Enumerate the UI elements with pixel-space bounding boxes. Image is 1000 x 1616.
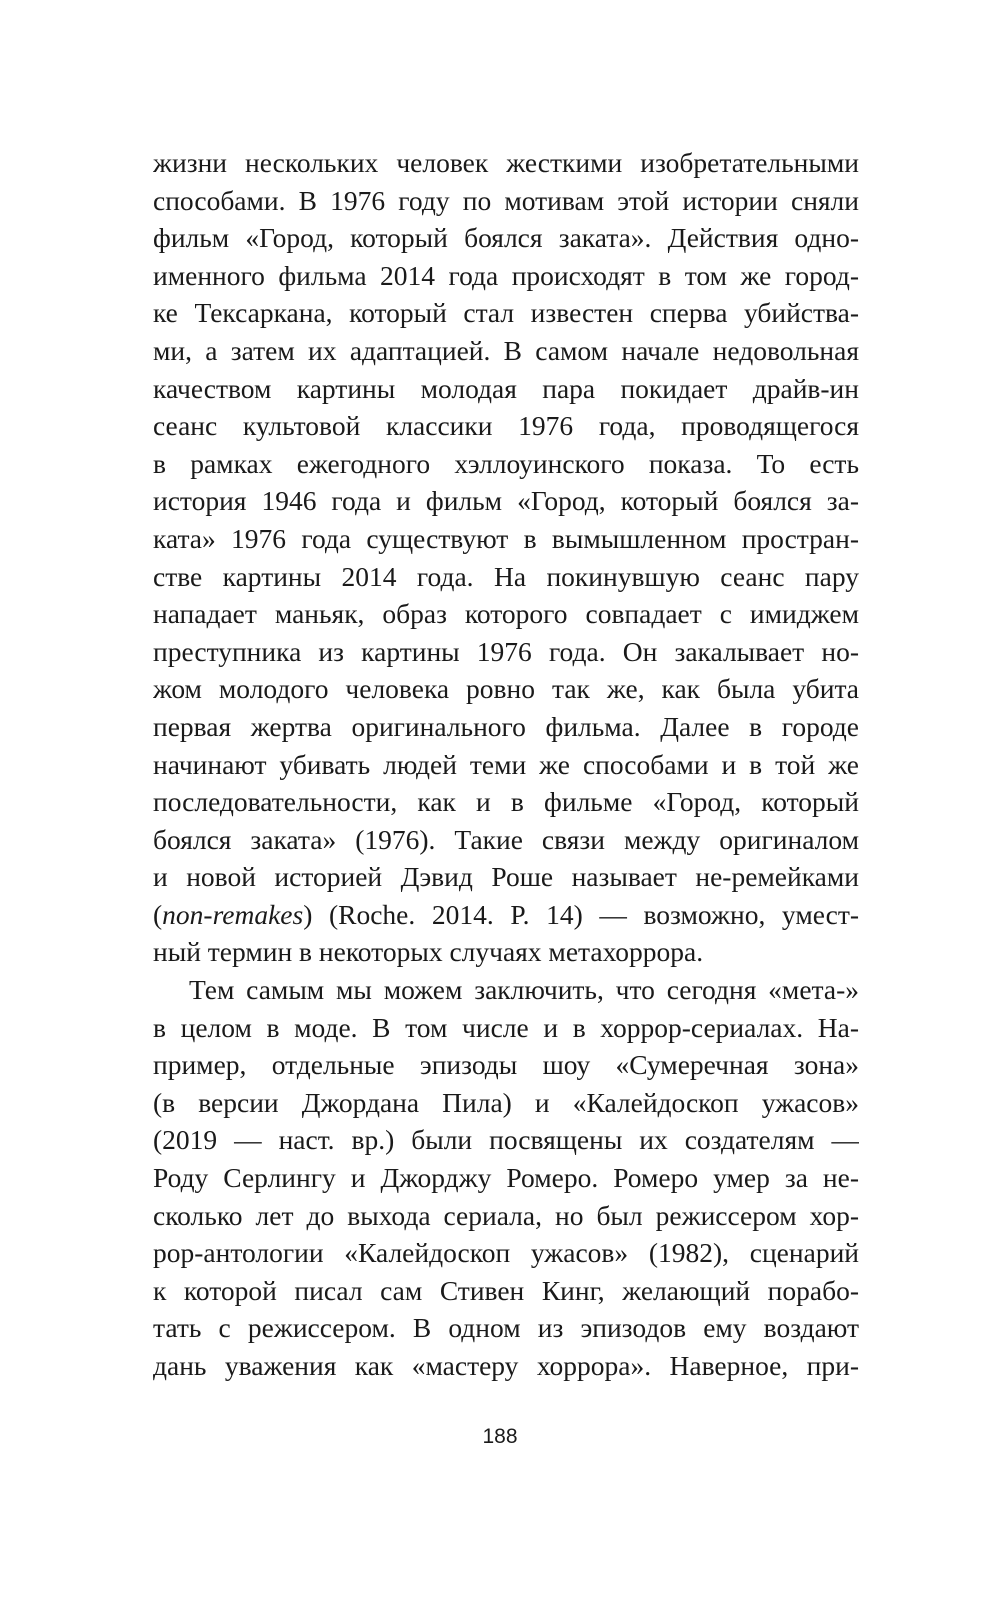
paragraph-first-line: Тем самым мы можем заключить, что сегодня «мета-» [189,974,859,1006]
paragraph-last-line: ный термин в некоторых случаях метахоррора. [153,936,704,968]
page-number: 188 [482,1425,518,1448]
text-segment: ( [153,898,163,930]
text-line: ката» 1976 года существуют в вымышленном простран- [153,522,859,554]
text-line: сколько лет до выхода сериала, но был режиссером хор- [153,1199,859,1231]
text-line: дань уважения как «мастеру хоррора». Наверное, при- [153,1350,859,1381]
text-line: и новой историей Дэвид Роше называет не-ремейками [153,861,859,893]
text-segment: ) (Roche. 2014. P. 14) — возможно, умест- [303,898,859,930]
text-line: тать с режиссером. В одном из эпизодов ему воздают [153,1312,859,1344]
text-line-with-italic [153,896,859,934]
text-line: ке Тексаркана, который стал известен сперва убийства- [153,297,859,329]
text-line: первая жертва оригинального фильма. Далее в городе [153,710,859,742]
text-line: (в версии Джордана Пила) и «Калейдоскоп ужасов» [153,1086,859,1118]
text-line: именного фильма 2014 года происходят в том же город- [153,259,859,291]
text-line: боялся заката» (1976). Такие связи между оригиналом [153,823,859,855]
italic-term: non-remakes [162,898,304,930]
body-text [153,144,859,1385]
text-line: рор-антологии «Калейдоскоп ужасов» (1982), сценарий [153,1237,859,1269]
text-line: сеанс культовой классики 1976 года, проводящегося [153,410,859,442]
text-line: преступника из картины 1976 года. Он закалывает но- [153,635,859,667]
text-line: (2019 — наст. вр.) были посвящены их создателям — [153,1124,859,1156]
text-line: последовательности, как и в фильме «Город, который [153,786,859,818]
text-line: качеством картины молодая пара покидает драйв-ин [153,372,859,404]
text-line: способами. В 1976 году по мотивам этой истории сняли [153,184,859,216]
text-line: фильм «Город, который боялся заката». Действия одно- [153,222,859,254]
text-line: в целом в моде. В том числе и в хоррор-сериалах. На- [153,1011,859,1043]
text-line: жом молодого человека ровно так же, как была убита [153,673,859,705]
text-line: жизни нескольких человек жесткими изобретательными [153,147,859,178]
text-line: ми, а затем их адаптацией. В самом начале недовольная [153,334,859,366]
text-line: начинают убивать людей теми же способами и в той же [153,748,859,780]
text-line: к которой писал сам Стивен Кинг, желающий порабо- [153,1274,859,1306]
text-line: история 1946 года и фильм «Город, который боялся за- [153,485,859,517]
text-line: в рамках ежегодного хэллоуинского показа. То есть [153,447,859,479]
text-line: Роду Серлингу и Джорджу Ромеро. Ромеро умер за не- [153,1162,859,1194]
text-line: пример, отдельные эпизоды шоу «Сумеречная зона» [153,1049,859,1081]
text-line: нападает маньяк, образ которого совпадает с имиджем [153,598,859,630]
text-line: стве картины 2014 года. На покинувшую сеанс пару [153,560,859,592]
